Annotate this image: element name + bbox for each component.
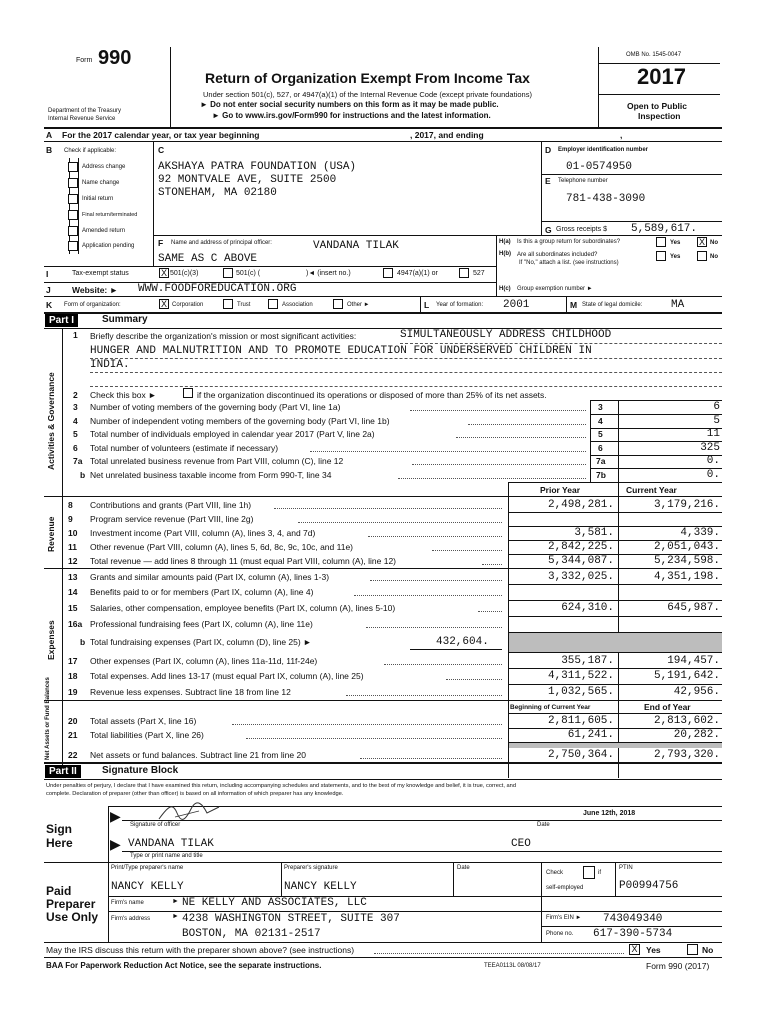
4947-checkbox[interactable] [383,268,393,278]
line6-num: 6 [73,443,78,453]
line19-prior: 1,032,565. [547,686,614,698]
signature-date-label: Date [537,822,550,828]
line7a-text: Total unrelated business revenue from Part VIII, column (C), line 12 [90,456,344,466]
line7a-value: 0. [706,455,720,467]
discontinued-checkbox[interactable] [183,388,193,398]
corporation-label: Corporation [172,302,204,308]
line5-num: 5 [73,429,78,439]
side-expenses: Expenses [46,620,56,660]
line15-num: 15 [68,603,78,613]
line13-num: 13 [68,572,78,582]
line7b-num: b [80,470,86,480]
line2-text: Check this box ► [90,390,157,400]
dept-line-2: Internal Revenue Service [48,116,116,122]
part2-title: Signature Block [102,765,179,776]
year-formation-value: 2001 [503,299,530,311]
line7b-box: 7b [596,470,606,480]
line3-text: Number of voting members of the governing body (Part VI, line 1a) [90,402,341,412]
form-subtitle-2: ► Do not enter social security numbers on this form as it may be made public. [200,100,499,109]
row-a-end: , [620,130,623,140]
row-a-text: For the 2017 calendar year, or tax year beginning [62,130,260,140]
officer-title: CEO [511,838,531,850]
open-public-2: Inspection [638,111,681,121]
ein-label: Employer identification number [558,147,649,153]
discuss-question: May the IRS discuss this return with the preparer shown above? (see instructions) [46,945,355,955]
discuss-yes-checkbox[interactable]: X [629,944,640,955]
row-m-label: M [570,300,578,310]
preparer-date-label: Date [457,865,470,871]
line5-text: Total number of individuals employed in calendar year 2017 (Part V, line 2a) [90,429,375,439]
line22-num: 22 [68,750,78,760]
line12-current: 5,234,598. [653,555,720,567]
line8-current: 3,179,216. [653,499,720,511]
firm-ein-label: Firm's EIN ► [546,915,582,921]
ha-yes-label: Yes [670,240,681,246]
paid-label-2: Preparer [46,897,96,911]
line16a-text: Professional fundraising fees (Part IX, column (A), line 11e) [90,619,313,629]
row-i-label: I [46,269,49,279]
org-address-1: 92 MONTVALE AVE, SUITE 2500 [158,174,337,186]
name-change-checkbox[interactable] [68,178,78,188]
line17-num: 17 [68,656,78,666]
part2-tag: Part II [45,765,81,778]
ptin-value: P00994756 [619,880,679,892]
hb-note: If "No," attach a list. (see instructions) [519,260,619,266]
signature-date: June 12th, 2018 [583,810,636,817]
row-f-label: F [158,238,164,248]
trust-label: Trust [237,302,251,308]
row-l-label: L [424,300,430,310]
hb-yes-checkbox[interactable] [656,251,666,261]
part1-title: Summary [102,314,148,325]
line6-box: 6 [598,443,603,453]
line22-current: 2,793,320. [653,749,720,761]
mission-line-3: INDIA. [90,359,130,371]
firm-ein: 743049340 [603,913,663,925]
side-revenue: Revenue [46,516,56,552]
check-label: Check [546,870,564,876]
application-pending-checkbox[interactable] [68,241,78,251]
firm-name-arrow-icon: ► [172,898,179,905]
line9-text: Program service revenue (Part VIII, line 2g) [90,514,254,524]
row-b-label: B [46,145,53,155]
part1-tag: Part I [45,314,78,327]
gross-receipts-value: 5,589,617. [631,223,698,235]
line10-prior: 3,581. [574,527,614,539]
form-word: Form [76,57,93,64]
officer-name: VANDANA TILAK [313,240,399,252]
self-employed-checkbox[interactable] [583,866,595,879]
dept-line-1: Department of the Treasury [48,108,122,114]
amended-return-label: Amended return [82,228,126,234]
line21-text: Total liabilities (Part X, line 26) [90,730,204,740]
4947-label: 4947(a)(1) or [397,270,438,277]
org-address-2: STONEHAM, MA 02180 [158,187,277,199]
line6-value: 325 [700,442,720,454]
line4-text: Number of independent voting members of the governing body (Part VI, line 1b) [90,416,390,426]
line18-num: 18 [68,671,78,681]
line8-text: Contributions and grants (Part VIII, line 1h) [90,500,252,510]
phone-value: 781-438-3090 [566,193,646,205]
sign-label-1: Sign [46,822,72,836]
line15-prior: 624,310. [561,602,614,614]
firm-address-1: 4238 WASHINGTON STREET, SUITE 307 [182,913,400,925]
line16b-value: 432,604. [436,636,489,648]
line18-current: 5,191,642. [653,670,720,682]
row-k-label: K [46,300,53,310]
website-label: Website: ► [72,285,119,295]
line20-text: Total assets (Part X, line 16) [90,716,197,726]
line1-num: 1 [73,330,78,340]
year-formation-label: Year of formation: [436,302,484,308]
line11-text: Other revenue (Part VIII, column (A), lines 5, 6d, 8c, 9c, 10c, and 11e) [90,542,353,552]
ha-text: Is this a group return for subordinates? [517,239,621,245]
line14-num: 14 [68,587,78,597]
line15-text: Salaries, other compensation, employee benefits (Part IX, column (A), lines 5-10) [90,603,396,613]
line4-num: 4 [73,416,78,426]
name-title-label: Type or print name and title [130,853,203,859]
hb-no-checkbox[interactable] [697,251,707,261]
line10-num: 10 [68,528,78,538]
line20-prior: 2,811,605. [547,715,614,727]
firm-phone-label: Phone no. [546,931,574,937]
line13-text: Grants and similar amounts paid (Part IX, column (A), lines 1-3) [90,572,330,582]
ha-no-label: No [710,240,718,246]
firm-address-arrow-icon: ► [172,913,179,920]
line21-num: 21 [68,730,78,740]
discuss-yes-label: Yes [646,945,661,955]
ha-yes-checkbox[interactable] [656,237,666,247]
form-code: TEEA0113L 08/08/17 [484,963,541,969]
application-pending-label: Application pending [82,243,135,249]
preparer-signature: NANCY KELLY [284,881,357,893]
line10-text: Investment income (Part VIII, column (A), lines 3, 4, and 7d) [90,528,316,538]
row-e-label: E [545,176,551,186]
line17-text: Other expenses (Part IX, column (A), lines 11a-11d, 11f-24e) [90,656,318,666]
sign-label-2: Here [46,836,73,850]
line19-current: 42,956. [673,686,720,698]
insert-no-label: )◄ (insert no.) [306,270,351,277]
officer-address: SAME AS C ABOVE [158,253,258,265]
initial-return-label: Initial return [82,196,114,202]
form-org-label: Form of organization: [64,302,121,308]
line10-current: 4,339. [680,527,720,539]
line17-current: 194,457. [667,655,720,667]
line6-text: Total number of volunteers (estimate if necessary) [90,443,279,453]
line7b-value: 0. [706,469,720,481]
firm-address-label: Firm's address [111,916,151,922]
hb-no-label: No [710,254,718,260]
amended-return-checkbox[interactable] [68,226,78,236]
line5-value: 11 [706,428,720,440]
hc-text: Group exemption number ► [517,286,593,292]
self-employed-label: self-employed [546,885,584,891]
line20-current: 2,813,602. [653,715,720,727]
501c3-checkbox[interactable]: X [160,268,167,278]
line22-prior: 2,750,364. [547,749,614,761]
row-j-label: J [46,285,51,295]
line21-current: 20,282. [673,729,720,741]
line4-box: 4 [598,416,603,426]
perjury-line-1: Under penalties of perjury, I declare that I have examined this return, including accompanying schedules and statements, and to the best of my knowledge and belief, it is true, correct, and [46,783,517,789]
firm-phone: 617-390-5734 [593,928,673,940]
line11-num: 11 [68,542,77,552]
hb-label: H(b) [499,251,511,257]
line16a-num: 16a [68,619,83,629]
mission-line-2: HUNGER AND MALNUTRITION AND TO PROMOTE EDUCATION FOR UNDERSERVED CHILDREN IN [90,345,592,357]
form-number: 990 [98,47,132,69]
sign-arrow-icon: ▶ [110,808,121,824]
line16b-text: Total fundraising expenses (Part IX, column (D), line 25) ► [90,637,312,647]
line14-text: Benefits paid to or for members (Part IX, column (A), line 4) [90,587,314,597]
line19-num: 19 [68,687,78,697]
phone-label: Telephone number [558,178,608,184]
line19-text: Revenue less expenses. Subtract line 18 from line 12 [90,687,291,697]
line2-rest: if the organization discontinued its operations or disposed of more than 25% of its net assets. [197,390,547,400]
501c-label: 501(c) ( [236,270,261,277]
line11-current: 2,051,043. [653,541,720,553]
discuss-no-checkbox[interactable] [687,944,698,955]
line17-prior: 355,187. [561,655,614,667]
form-title: Return of Organization Exempt From Income Tax [205,70,530,86]
hb-yes-label: Yes [670,254,681,260]
ptin-label: PTIN [619,865,633,871]
line12-text: Total revenue — add lines 8 through 11 (must equal Part VIII, column (A), line 12) [90,556,396,566]
line12-num: 12 [68,556,78,566]
line12-prior: 5,344,087. [547,555,614,567]
check-applicable-label: Check if applicable: [64,148,117,154]
name-arrow-icon: ▶ [110,836,121,852]
line1-text: Briefly describe the organization's mission or most significant activities: [90,331,357,341]
org-name: AKSHAYA PATRA FOUNDATION (USA) [158,161,357,173]
perjury-line-2: complete. Declaration of preparer (other than officer) is based on all information of which preparer has any knowledge. [46,791,344,797]
firm-name-label: Firm's name [111,900,144,906]
website-value[interactable]: WWW.FOODFOREDUCATION.ORG [138,283,297,295]
row-g-label: G [545,225,552,235]
address-change-label: Address change [82,164,126,170]
ha-no-checkbox[interactable]: X [698,237,705,247]
side-activities: Activities & Governance [46,372,56,470]
col-prior-year: Prior Year [540,485,581,495]
association-checkbox[interactable] [268,299,278,309]
ein-value: 01-0574950 [566,161,633,173]
501c3-label: 501(c)(3) [170,270,199,277]
col-end-year: End of Year [644,702,691,712]
paid-label-3: Use Only [46,910,99,924]
line3-num: 3 [73,402,78,412]
line18-prior: 4,311,522. [547,670,614,682]
line4-value: 5 [713,415,720,427]
association-label: Association [282,302,313,308]
corporation-checkbox[interactable]: X [160,299,167,309]
form-subtitle-1: Under section 501(c), 527, or 4947(a)(1) of the Internal Revenue Code (except private foundations) [203,90,532,99]
initial-return-checkbox[interactable] [68,194,78,204]
form-reference: Form 990 (2017) [646,961,710,971]
row-a-label: A [46,130,53,140]
preparer-name: NANCY KELLY [111,881,184,893]
other-label: Other ► [347,302,370,308]
preparer-name-label: Print/Type preparer's name [111,865,184,871]
line7b-text: Net unrelated business taxable income from Form 990-T, line 34 [90,470,332,480]
row-d-label: D [545,145,552,155]
side-net-assets: Net Assets or Fund Balances [45,677,51,760]
hb-text: Are all subordinates included? [517,252,598,258]
legal-domicile-label: State of legal domicile: [582,302,643,308]
officer-label: Name and address of principal officer: [171,240,272,246]
527-label: 527 [473,270,485,277]
line21-prior: 61,241. [567,729,614,741]
line11-prior: 2,842,225. [547,541,614,553]
line18-text: Total expenses. Add lines 13-17 (must equal Part IX, column (A), line 25) [90,671,364,681]
line8-prior: 2,498,281. [547,499,614,511]
discuss-no-label: No [702,945,714,955]
baa-notice: BAA For Paperwork Reduction Act Notice, see the separate instructions. [46,961,322,970]
omb-number: OMB No. 1545-0047 [626,52,682,58]
line5-box: 5 [598,429,603,439]
address-change-checkbox[interactable] [68,162,78,172]
line7a-num: 7a [73,456,83,466]
preparer-signature-label: Preparer's signature [284,865,338,871]
527-checkbox[interactable] [459,268,469,278]
line22-text: Net assets or fund balances. Subtract line 21 from line 20 [90,750,306,760]
col-current-year: Current Year [626,485,677,495]
final-return-label: Final return/terminated [82,212,138,218]
mission-line-1: SIMULTANEOUSLY ADDRESS CHILDHOOD [400,329,612,341]
signature-officer-label: Signature of officer [130,822,181,828]
col-beginning-year: Beginning of Current Year [510,704,591,711]
line13-prior: 3,332,025. [547,571,614,583]
row-c-label: C [158,145,165,155]
trust-checkbox[interactable] [223,299,233,309]
line3-box: 3 [598,402,603,412]
line16b-num: b [80,637,86,647]
line15-current: 645,987. [667,602,720,614]
officer-print-name: VANDANA TILAK [128,838,214,850]
firm-name: NE KELLY AND ASSOCIATES, LLC [182,897,367,909]
line2-num: 2 [73,390,78,400]
legal-domicile-value: MA [671,299,685,311]
hc-label: H(c) [499,286,511,292]
line20-num: 20 [68,716,78,726]
501c-checkbox[interactable] [223,268,233,278]
tax-year: 2017 [637,64,686,89]
line3-value: 6 [713,401,720,413]
name-change-label: Name change [82,180,120,186]
other-checkbox[interactable] [333,299,343,309]
line9-num: 9 [68,514,73,524]
firm-address-2: BOSTON, MA 02131-2517 [182,928,321,940]
paid-label-1: Paid [46,884,72,898]
line7a-box: 7a [596,456,606,466]
line8-num: 8 [68,500,73,510]
tax-exempt-label: Tax-exempt status [72,270,129,277]
if-label: if [598,870,601,876]
form-subtitle-3: ► Go to www.irs.gov/Form990 for instructions and the latest information. [212,111,491,120]
open-public-1: Open to Public [627,101,687,111]
ha-label: H(a) [499,239,511,245]
gross-receipts-label: Gross receipts $ [556,226,607,233]
final-return-checkbox[interactable] [68,210,78,220]
row-a-mid: , 2017, and ending [410,130,484,140]
line13-current: 4,351,198. [653,571,720,583]
